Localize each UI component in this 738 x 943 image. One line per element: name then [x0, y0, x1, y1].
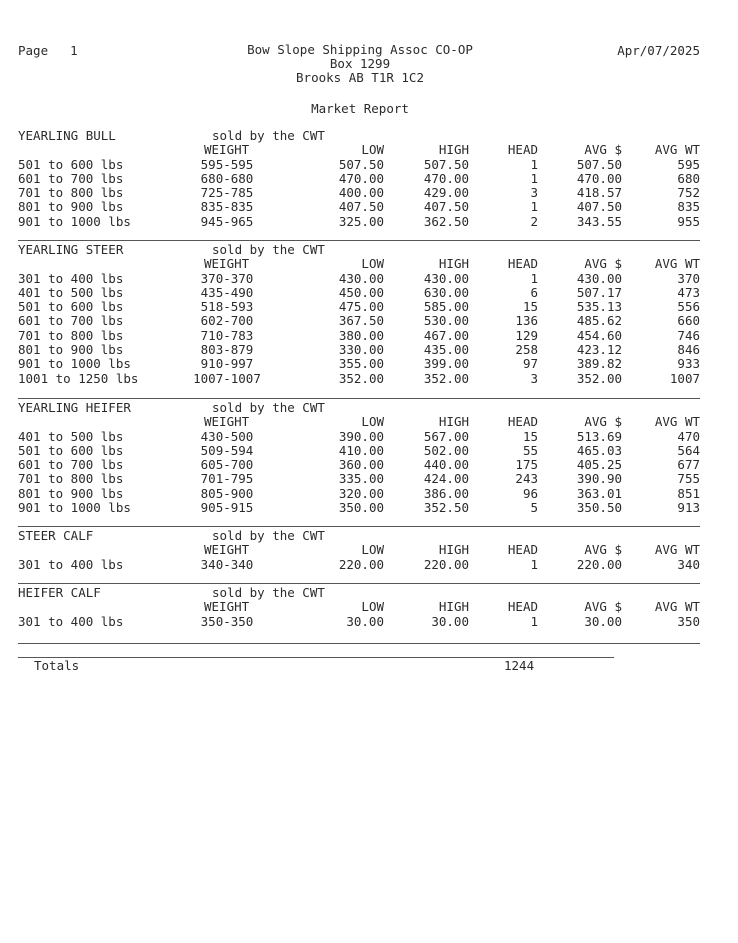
- weight-class-cell: 301 to 400 lbs: [18, 613, 124, 629]
- head-header: HEAD: [507, 142, 538, 158]
- column-header-row: [0, 543, 738, 557]
- weight-class-cell: 601 to 700 lbs: [18, 170, 124, 186]
- avg-price-cell: 418.57: [576, 185, 622, 201]
- head-count-cell: 5: [530, 500, 538, 516]
- head-count-cell: 1: [530, 156, 538, 172]
- head-header: HEAD: [507, 542, 538, 558]
- table-row: [0, 558, 738, 572]
- avg-weight-cell: 595: [677, 156, 700, 172]
- weight-range-cell: 725-785: [200, 185, 254, 201]
- avg-price-cell: 507.17: [576, 284, 622, 300]
- sold-by-label: sold by the CWT: [212, 400, 325, 415]
- table-row: [0, 372, 738, 386]
- weight-class-cell: 901 to 1000 lbs: [18, 213, 131, 229]
- table-row: [0, 487, 738, 501]
- weight-range-cell: 680-680: [200, 170, 254, 186]
- weight-range-cell: 509-594: [200, 442, 254, 458]
- avg-price-cell: 470.00: [576, 170, 622, 186]
- low-price-cell: 220.00: [338, 556, 384, 572]
- avg-price-cell: 423.12: [576, 342, 622, 358]
- section-title: YEARLING STEER: [18, 242, 124, 257]
- weight-range-cell: 370-370: [200, 270, 254, 286]
- weight-header: WEIGHT: [204, 414, 250, 430]
- head-count-cell: 3: [530, 370, 538, 386]
- head-count-cell: 15: [522, 428, 538, 444]
- weight-range-cell: 518-593: [200, 299, 254, 315]
- sold-by-label: sold by the CWT: [212, 585, 325, 600]
- section-divider: [18, 583, 700, 584]
- section-title: STEER CALF: [18, 528, 94, 543]
- avg-weight-cell: 846: [677, 342, 700, 358]
- avg-price-cell: 430.00: [576, 270, 622, 286]
- low-price-cell: 320.00: [338, 485, 384, 501]
- weight-range-cell: 595-595: [200, 156, 254, 172]
- weight-range-cell: 835-835: [200, 199, 254, 215]
- head-count-cell: 1: [530, 556, 538, 572]
- head-count-cell: 243: [515, 471, 538, 487]
- high-price-cell: 429.00: [423, 185, 469, 201]
- avg-weight-cell: 660: [677, 313, 700, 329]
- weight-class-cell: 901 to 1000 lbs: [18, 500, 131, 516]
- report-date: Apr/07/2025: [617, 43, 700, 58]
- report-title: Market Report: [311, 101, 409, 116]
- avg-price-cell: 454.60: [576, 327, 622, 343]
- avg-weight-header: AVG WT: [654, 142, 700, 158]
- high-price-cell: 424.00: [423, 471, 469, 487]
- weight-class-cell: 501 to 600 lbs: [18, 299, 124, 315]
- category-section: [0, 586, 738, 629]
- avg-price-cell: 363.01: [576, 485, 622, 501]
- weight-range-cell: 910-997: [200, 356, 254, 372]
- high-price-cell: 362.50: [423, 213, 469, 229]
- head-count-cell: 96: [522, 485, 538, 501]
- avg-price-cell: 343.55: [576, 213, 622, 229]
- avg-weight-cell: 933: [677, 356, 700, 372]
- table-row: [0, 215, 738, 229]
- weight-range-cell: 435-490: [200, 284, 254, 300]
- high-header: HIGH: [438, 414, 469, 430]
- avg-weight-header: AVG WT: [654, 542, 700, 558]
- avg-price-cell: 407.50: [576, 199, 622, 215]
- org-name: Bow Slope Shipping Assoc CO-OP: [247, 42, 473, 57]
- head-count-cell: 175: [515, 457, 538, 473]
- head-count-cell: 15: [522, 299, 538, 315]
- low-price-cell: 475.00: [338, 299, 384, 315]
- avg-weight-cell: 1007: [669, 370, 700, 386]
- avg-weight-cell: 350: [677, 613, 700, 629]
- table-row: [0, 172, 738, 186]
- head-count-cell: 1: [530, 170, 538, 186]
- low-header: LOW: [361, 414, 384, 430]
- avg-price-cell: 507.50: [576, 156, 622, 172]
- weight-range-cell: 430-500: [200, 428, 254, 444]
- low-price-cell: 407.50: [338, 199, 384, 215]
- high-price-cell: 502.00: [423, 442, 469, 458]
- head-count-cell: 55: [522, 442, 538, 458]
- avg-weight-header: AVG WT: [654, 414, 700, 430]
- avg-weight-cell: 913: [677, 500, 700, 516]
- weight-class-cell: 301 to 400 lbs: [18, 270, 124, 286]
- high-price-cell: 440.00: [423, 457, 469, 473]
- table-row: [0, 444, 738, 458]
- category-section: [0, 129, 738, 229]
- table-row: [0, 300, 738, 314]
- avg-weight-cell: 755: [677, 471, 700, 487]
- avg-price-cell: 220.00: [576, 556, 622, 572]
- section-title-row: [0, 129, 738, 143]
- high-price-cell: 220.00: [423, 556, 469, 572]
- table-row: [0, 430, 738, 444]
- weight-class-cell: 601 to 700 lbs: [18, 313, 124, 329]
- address-line-2: Brooks AB T1R 1C2: [296, 70, 424, 85]
- low-price-cell: 410.00: [338, 442, 384, 458]
- weight-range-cell: 905-915: [200, 500, 254, 516]
- totals-head-count: 1244: [504, 658, 535, 673]
- avg-weight-cell: 340: [677, 556, 700, 572]
- high-price-cell: 470.00: [423, 170, 469, 186]
- avg-weight-cell: 473: [677, 284, 700, 300]
- high-price-cell: 30.00: [431, 613, 469, 629]
- section-title-row: [0, 401, 738, 415]
- weight-class-cell: 701 to 800 lbs: [18, 471, 124, 487]
- weight-class-cell: 801 to 900 lbs: [18, 485, 124, 501]
- column-header-row: [0, 257, 738, 271]
- low-price-cell: 352.00: [338, 370, 384, 386]
- high-price-cell: 530.00: [423, 313, 469, 329]
- section-divider: [18, 240, 700, 241]
- weight-range-cell: 605-700: [200, 457, 254, 473]
- head-count-cell: 3: [530, 185, 538, 201]
- sold-by-label: sold by the CWT: [212, 242, 325, 257]
- column-header-row: [0, 600, 738, 614]
- table-row: [0, 472, 738, 486]
- table-row: [0, 186, 738, 200]
- low-price-cell: 380.00: [338, 327, 384, 343]
- avg-price-cell: 513.69: [576, 428, 622, 444]
- avg-weight-cell: 746: [677, 327, 700, 343]
- low-price-cell: 367.50: [338, 313, 384, 329]
- high-price-cell: 399.00: [423, 356, 469, 372]
- head-count-cell: 1: [530, 199, 538, 215]
- low-price-cell: 350.00: [338, 500, 384, 516]
- low-price-cell: 30.00: [346, 613, 384, 629]
- avg-price-cell: 465.03: [576, 442, 622, 458]
- table-row: [0, 615, 738, 629]
- avg-price-header: AVG $: [584, 142, 622, 158]
- weight-range-cell: 340-340: [200, 556, 254, 572]
- table-row: [0, 158, 738, 172]
- high-header: HIGH: [438, 142, 469, 158]
- head-header: HEAD: [507, 256, 538, 272]
- avg-weight-header: AVG WT: [654, 599, 700, 615]
- table-row: [0, 286, 738, 300]
- weight-range-cell: 710-783: [200, 327, 254, 343]
- low-price-cell: 400.00: [338, 185, 384, 201]
- high-header: HIGH: [438, 599, 469, 615]
- avg-price-cell: 30.00: [584, 613, 622, 629]
- section-title-row: [0, 529, 738, 543]
- avg-price-cell: 405.25: [576, 457, 622, 473]
- section-title: YEARLING HEIFER: [18, 400, 131, 415]
- address-line-1: Box 1299: [329, 56, 391, 71]
- avg-weight-cell: 556: [677, 299, 700, 315]
- page-number: 1: [70, 43, 78, 58]
- high-price-cell: 585.00: [423, 299, 469, 315]
- head-count-cell: 1: [530, 270, 538, 286]
- low-price-cell: 330.00: [338, 342, 384, 358]
- table-row: [0, 200, 738, 214]
- high-header: HIGH: [438, 542, 469, 558]
- head-header: HEAD: [507, 414, 538, 430]
- category-section: [0, 401, 738, 515]
- avg-price-cell: 535.13: [576, 299, 622, 315]
- section-title-row: [0, 586, 738, 600]
- avg-weight-cell: 680: [677, 170, 700, 186]
- column-header-row: [0, 143, 738, 157]
- weight-range-cell: 1007-1007: [193, 370, 261, 386]
- low-price-cell: 430.00: [338, 270, 384, 286]
- low-price-cell: 335.00: [338, 471, 384, 487]
- weight-class-cell: 701 to 800 lbs: [18, 185, 124, 201]
- page-label: Page: [18, 43, 49, 58]
- sold-by-label: sold by the CWT: [212, 528, 325, 543]
- high-price-cell: 430.00: [423, 270, 469, 286]
- weight-class-cell: 801 to 900 lbs: [18, 199, 124, 215]
- weight-class-cell: 401 to 500 lbs: [18, 284, 124, 300]
- table-row: [0, 458, 738, 472]
- avg-weight-cell: 955: [677, 213, 700, 229]
- section-title: YEARLING BULL: [18, 128, 116, 143]
- avg-weight-cell: 470: [677, 428, 700, 444]
- high-price-cell: 407.50: [423, 199, 469, 215]
- head-header: HEAD: [507, 599, 538, 615]
- high-price-cell: 630.00: [423, 284, 469, 300]
- org-header: [180, 43, 540, 85]
- weight-header: WEIGHT: [204, 599, 250, 615]
- weight-class-cell: 301 to 400 lbs: [18, 556, 124, 572]
- weight-range-cell: 602-700: [200, 313, 254, 329]
- avg-weight-cell: 835: [677, 199, 700, 215]
- section-divider: [18, 643, 700, 644]
- section-title-row: [0, 243, 738, 257]
- head-count-cell: 6: [530, 284, 538, 300]
- head-count-cell: 1: [530, 613, 538, 629]
- high-header: HIGH: [438, 256, 469, 272]
- low-price-cell: 470.00: [338, 170, 384, 186]
- low-price-cell: 507.50: [338, 156, 384, 172]
- head-count-cell: 129: [515, 327, 538, 343]
- column-header-row: [0, 415, 738, 429]
- avg-price-header: AVG $: [584, 599, 622, 615]
- avg-weight-header: AVG WT: [654, 256, 700, 272]
- head-count-cell: 97: [522, 356, 538, 372]
- weight-range-cell: 803-879: [200, 342, 254, 358]
- table-row: [0, 314, 738, 328]
- weight-range-cell: 805-900: [200, 485, 254, 501]
- avg-weight-cell: 851: [677, 485, 700, 501]
- weight-range-cell: 945-965: [200, 213, 254, 229]
- avg-price-cell: 390.90: [576, 471, 622, 487]
- page-indicator: [18, 43, 78, 58]
- head-count-cell: 136: [515, 313, 538, 329]
- weight-header: WEIGHT: [204, 256, 250, 272]
- table-row: [0, 357, 738, 371]
- section-title: HEIFER CALF: [18, 585, 101, 600]
- weight-class-cell: 801 to 900 lbs: [18, 342, 124, 358]
- low-price-cell: 355.00: [338, 356, 384, 372]
- weight-class-cell: 401 to 500 lbs: [18, 428, 124, 444]
- high-price-cell: 352.50: [423, 500, 469, 516]
- low-header: LOW: [361, 142, 384, 158]
- high-price-cell: 467.00: [423, 327, 469, 343]
- avg-weight-cell: 752: [677, 185, 700, 201]
- avg-weight-cell: 677: [677, 457, 700, 473]
- category-section: [0, 243, 738, 386]
- weight-class-cell: 1001 to 1250 lbs: [18, 370, 139, 386]
- avg-price-cell: 352.00: [576, 370, 622, 386]
- weight-range-cell: 350-350: [200, 613, 254, 629]
- section-divider: [18, 398, 700, 399]
- low-header: LOW: [361, 599, 384, 615]
- avg-price-cell: 350.50: [576, 500, 622, 516]
- high-price-cell: 386.00: [423, 485, 469, 501]
- avg-price-header: AVG $: [584, 414, 622, 430]
- sold-by-label: sold by the CWT: [212, 128, 325, 143]
- high-price-cell: 567.00: [423, 428, 469, 444]
- low-header: LOW: [361, 542, 384, 558]
- head-count-cell: 2: [530, 213, 538, 229]
- weight-header: WEIGHT: [204, 142, 250, 158]
- low-price-cell: 360.00: [338, 457, 384, 473]
- weight-class-cell: 501 to 600 lbs: [18, 442, 124, 458]
- low-price-cell: 390.00: [338, 428, 384, 444]
- weight-class-cell: 601 to 700 lbs: [18, 457, 124, 473]
- low-price-cell: 450.00: [338, 284, 384, 300]
- high-price-cell: 435.00: [423, 342, 469, 358]
- avg-price-cell: 389.82: [576, 356, 622, 372]
- category-section: [0, 529, 738, 572]
- table-row: [0, 343, 738, 357]
- weight-range-cell: 701-795: [200, 471, 254, 487]
- high-price-cell: 352.00: [423, 370, 469, 386]
- weight-class-cell: 701 to 800 lbs: [18, 327, 124, 343]
- avg-weight-cell: 564: [677, 442, 700, 458]
- high-price-cell: 507.50: [423, 156, 469, 172]
- section-divider: [18, 526, 700, 527]
- avg-price-header: AVG $: [584, 542, 622, 558]
- totals-label: Totals: [34, 658, 80, 673]
- avg-weight-cell: 370: [677, 270, 700, 286]
- low-price-cell: 325.00: [338, 213, 384, 229]
- avg-price-cell: 485.62: [576, 313, 622, 329]
- weight-class-cell: 901 to 1000 lbs: [18, 356, 131, 372]
- head-count-cell: 258: [515, 342, 538, 358]
- table-row: [0, 329, 738, 343]
- low-header: LOW: [361, 256, 384, 272]
- avg-price-header: AVG $: [584, 256, 622, 272]
- table-row: [0, 272, 738, 286]
- weight-class-cell: 501 to 600 lbs: [18, 156, 124, 172]
- weight-header: WEIGHT: [204, 542, 250, 558]
- table-row: [0, 501, 738, 515]
